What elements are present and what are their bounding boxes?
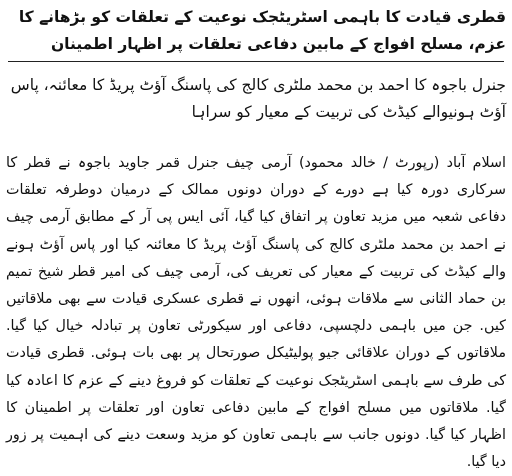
article-body: اسلام آباد (رپورٹ / خالد محمود) آرمی چیف جنرل قمر جاوید باجوہ نے قطر کا سرکاری دورہ کیا ہے دورے کے دوران دونوں ممالک کے درمیان دوطرفہ تعلقات دفاعی شعبہ میں مزید تعاون پر اتفاق کیا گیا، آئی ایس پی آر کے مطابق آرمی چیف نے احمد بن محمد ملٹری کالج کی پاسنگ آؤٹ پریڈ کا معائنہ کیا اور پاس آؤٹ ہونے والے کیڈٹ کی تربیت کے معیار کی تعریف کی، آرمی چیف کی امیر قطر شیخ تمیم بن حماد الثانی سے ملاقات ہوئی، انھوں نے قطری عسکری قیادت سے بھی ملاقاتیں کیں. جن میں باہمی دلچسپی، دفاعی اور سیکورٹی تعاون پر تبادلہ خیال کیا گیا. ملاقاتوں کے دوران علاقائی جیو پولیٹیکل صورتحال پر بھی بات ہوئی. قطری قیادت کی طرف سے باہمی اسٹریٹجک نوعیت کے تعلقات کو فروغ دینے کے عزم کا اعادہ کیا گیا. ملاقاتوں میں مسلح افواج کے مابین دفاعی تعاون اور تعلقات پر اطمینان کا اظہار کیا گیا. دونوں جانب سے باہمی تعاون کو مزید وسعت دینے کی اہمیت پر زور دیا گیا. bbox=[6, 155, 506, 471]
headline: قطری قیادت کا باہمی اسٹریٹجک نوعیت کے تعلقات کو بڑھانے کا عزم، مسلح افواج کے مابین دفاعی تعلقات پر اظہار اطمینان bbox=[18, 8, 506, 53]
divider bbox=[8, 61, 504, 62]
subheadline: جنرل باجوہ کا احمد بن محمد ملٹری کالج کی پاسنگ آؤٹ پریڈ کا معائنہ، پاس آؤٹ ہونیوالے کیڈٹ کی تربیت کے معیار کو سراہا bbox=[10, 76, 506, 121]
